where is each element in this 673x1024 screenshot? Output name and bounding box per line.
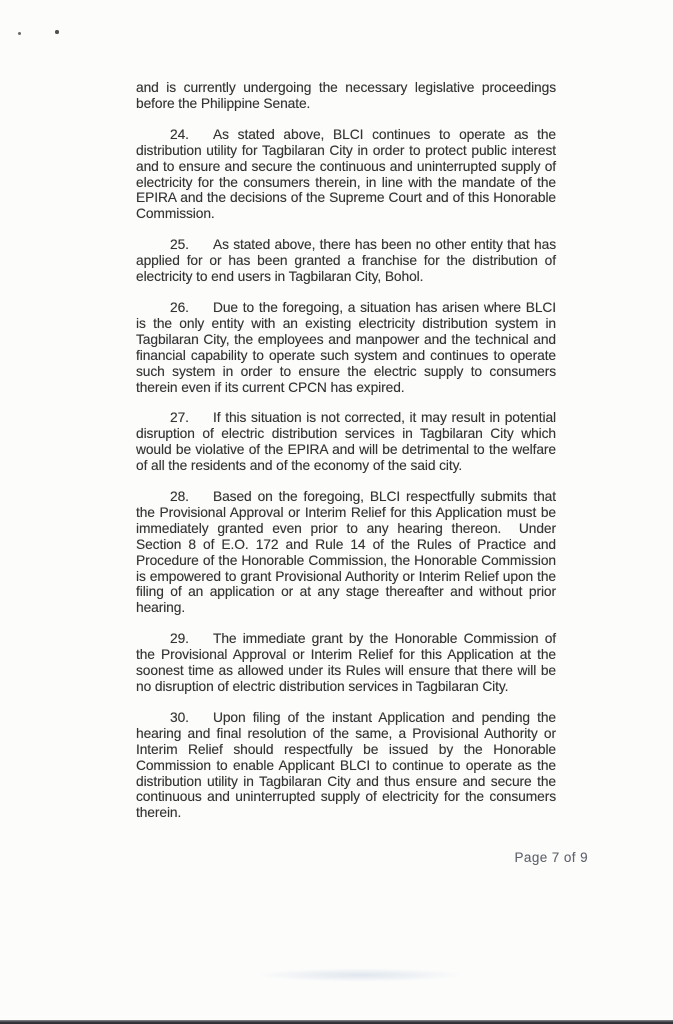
paragraph-text: As stated above, there has been no other entity that has applied for or has been granted a franchise for the distribution of electricity to end users in Tagbilaran City, Bohol. [136, 237, 556, 285]
page-footer [515, 850, 588, 865]
paragraph-number: 27. [170, 410, 189, 426]
scan-artifact-dot [55, 30, 59, 34]
paragraph-29 [136, 631, 556, 695]
scan-artifact-dot [18, 32, 21, 35]
paragraph-25 [136, 237, 556, 285]
paragraph-number: 25. [170, 237, 189, 253]
paragraph-number: 30. [170, 709, 189, 725]
paragraph-number: 26. [170, 299, 189, 315]
scan-bottom-edge [0, 1020, 673, 1024]
paragraph-number: 24. [170, 126, 189, 142]
paragraph-continuation: and is currently undergoing the necessary legislative proceedings before the Philippine Senate. [136, 80, 556, 111]
paragraph-26 [136, 300, 556, 395]
scan-artifact-smudge [255, 968, 465, 982]
paragraph-30 [136, 710, 556, 821]
paragraph-text: If this situation is not corrected, it may result in potential disruption of electric distribution services in Tagbilaran City which would be violative of the EPIRA and will be detrimental to the welfare of all the residents and of the economy of the said city. [136, 410, 556, 474]
paragraph-text: The immediate grant by the Honorable Commission of the Provisional Approval or Interim Relief for this Application at the soonest time as allowed under its Rules will ensure that there will be no disruption of electric distribution services in Tagbilaran City. [136, 631, 556, 694]
paragraph-text: Based on the foregoing, BLCI respectfully submits that the Provisional Approval or Interim Relief for this Application must be immediately granted even prior to any hearing thereon. Under Section 8 of E.O. 172 and Rule 14 of the Rules of Practice and Procedure of the Honorable Commission, the Honorable Commission is empowered to grant Provisional Authority or Interim Relief upon the filing of an application or at any stage thereafter and without prior hearing. [136, 489, 556, 616]
paragraph-text: Due to the foregoing, a situation has arisen where BLCI is the only entity with an existing electricity distribution system in Tagbilaran City, the employees and manpower and the technical and financial capability to operate such system and continues to operate such system in order to ensure the electric supply to consumers therein even if its current CPCN has expired. [136, 299, 556, 395]
paragraph-text: As stated above, BLCI continues to operate as the distribution utility for Tagbilaran City in order to protect public interest and to ensure and secure the continuous and uninterrupted supply of electricity for the consumers therein, in line with the mandate of the EPIRA and the decisions of the Supreme Court and of this Honorable Commission. [136, 126, 556, 222]
paragraph-text: Upon filing of the instant Application and pending the hearing and final resolution of the same, a Provisional Authority or Interim Relief should respectfully be issued by the Honorable Commission to enable Applicant BLCI to continue to operate as the distribution utility in Tagbilaran City and thus ensure and secure the continuous and uninterrupted supply of electricity for the consumers therein. [136, 709, 556, 821]
paragraph-number: 28. [170, 489, 189, 505]
paragraph-24 [136, 127, 556, 222]
paragraph-number: 29. [170, 631, 189, 647]
paragraph-27 [136, 410, 556, 474]
page-number-label: Page 7 of 9 [514, 850, 588, 865]
paragraph-28 [136, 489, 556, 616]
document-body [136, 80, 556, 836]
